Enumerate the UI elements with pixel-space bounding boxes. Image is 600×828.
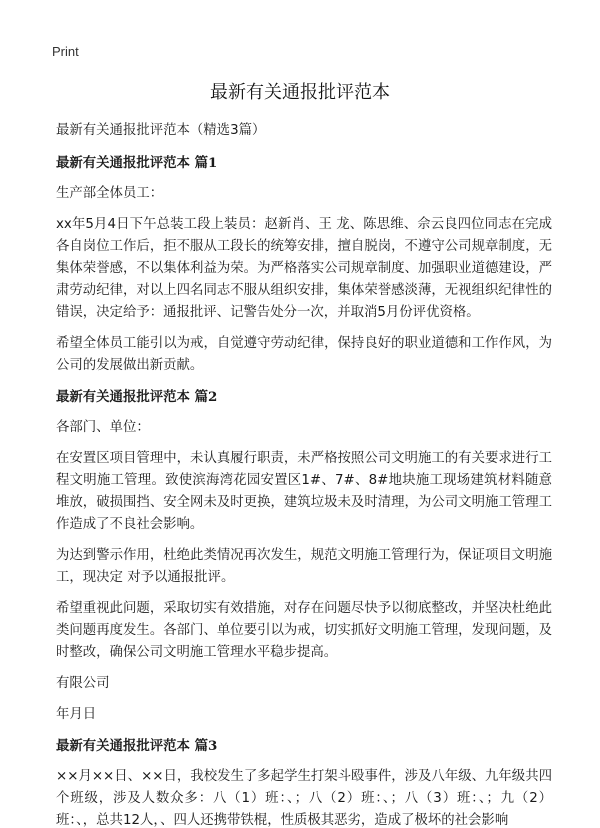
section-1-paragraph-2: 希望全体员工能引以为戒，自觉遵守劳动纪律，保持良好的职业道德和工作作风，为公司的发展做出新贡献。 [56,336,552,373]
section-2-paragraph-2: 为达到警示作用，杜绝此类情况再次发生，规范文明施工管理行为，保证项目文明施工，现决定 对予以通报批评。 [56,548,552,585]
print-link[interactable]: Print [52,44,79,59]
section-1-paragraph-1: xx年5月4日下午总装工段上装员：赵新肖、王 龙、陈思维、佘云良四位同志在完成各自岗位工作后，拒不服从工段长的统筹安排，擅自脱岗，不遵守公司规章制度，无集体荣誉感，不以集体利益为荣。为严格落实公司规章制度、加强职业道德建设，严肃劳动纪律，对以上四名同志不服从组织安排，集体荣誉感淡薄，无视组织纪律性的错误，决定给予：通报批评、记警告处分一次，并取消5月份评优资格。 [56,217,552,320]
section-2-greeting: 各部门、单位： [56,420,150,435]
section-heading-1: 最新有关通报批评范本 篇1 [56,155,218,171]
page-title: 最新有关通报批评范本 [210,82,390,103]
section-2-sign-date: 年月日 [56,707,97,722]
section-2-paragraph-1: 在安置区项目管理中，未认真履行职责，未严格按照公司文明施工的有关要求进行工程文明施工管理。致使滨海湾花园安置区1#、7#、8#地块施工现场建筑材料随意堆放，破损围挡、安全网未及时更换，建筑垃圾未及时清理，为公司文明施工管理工作造成了不良社会影响。 [56,451,552,532]
section-2-sign-company: 有限公司 [56,676,110,691]
section-3-paragraph-1: ××月××日、××日，我校发生了多起学生打架斗殴事件，涉及八年级、九年级共四个班级，涉及人数众多：八（1）班：、；八（2）班：、；八（3）班：、；九（2）班：、，总共12人，、四人还携带铁棍，性质极其恶劣，造成了极坏的社会影响 [56,769,552,828]
section-heading-2: 最新有关通报批评范本 篇2 [56,389,218,405]
document-subtitle: 最新有关通报批评范本（精选3篇） [56,123,266,138]
document-body [56,120,552,828]
section-2-paragraph-3: 希望重视此问题，采取切实有效措施，对存在问题尽快予以彻底整改，并坚决杜绝此类问题再度发生。各部门、单位要引以为戒，切实抓好文明施工管理，发现问题，及时整改，确保公司文明施工管理水平稳步提高。 [56,601,552,660]
section-1-greeting: 生产部全体员工： [56,186,164,201]
section-heading-3: 最新有关通报批评范本 篇3 [56,738,218,754]
